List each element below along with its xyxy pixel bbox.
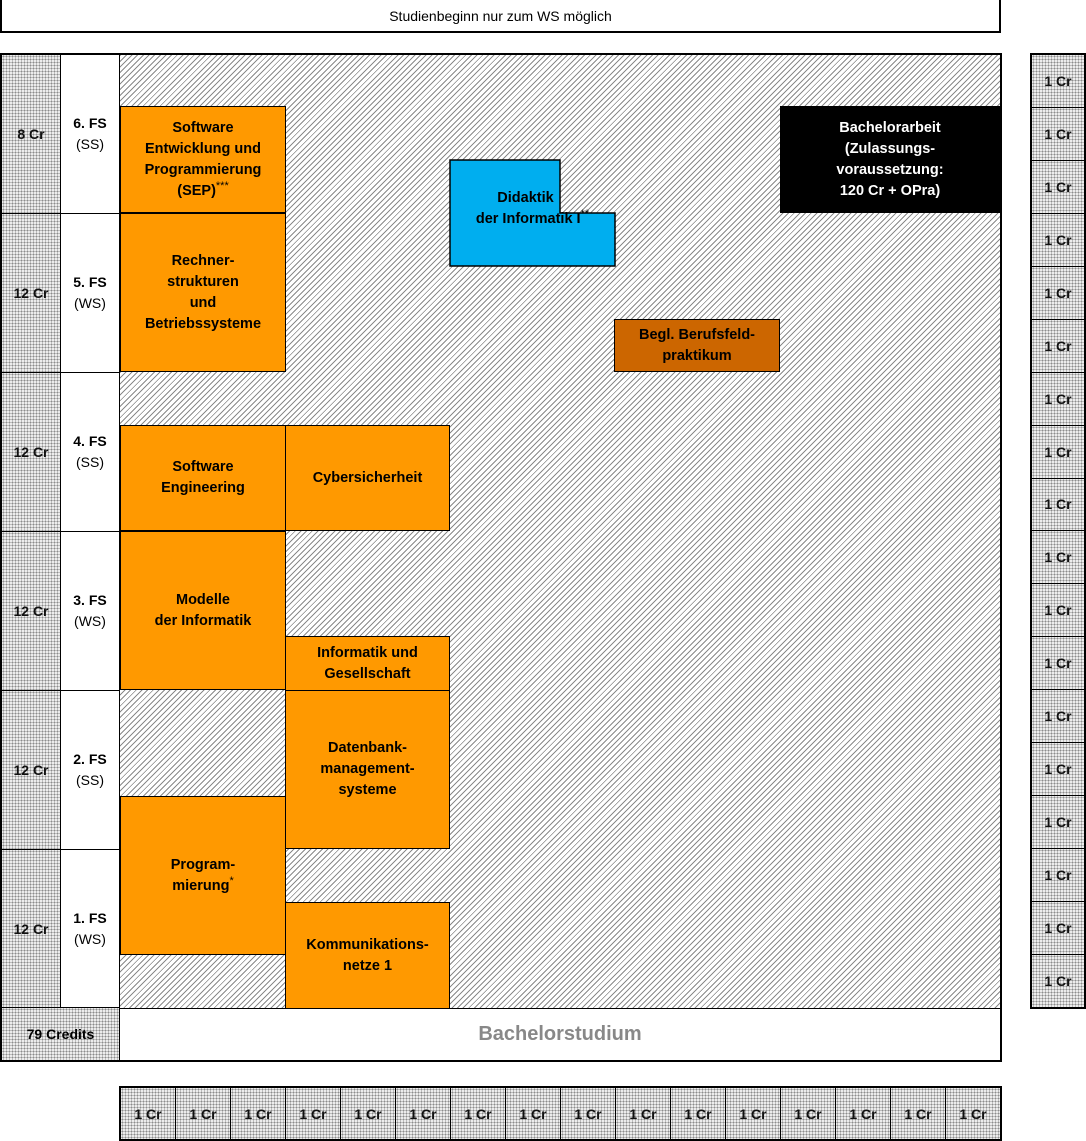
start-info-text: Studienbeginn nur zum WS möglich [389,7,612,24]
right-pool-cell: 1 Cr [1032,584,1084,637]
bottom-pool-cell: 1 Cr [121,1088,176,1139]
bottom-pool-cell: 1 Cr [616,1088,671,1139]
semester-4-label: 4. FS [73,433,107,449]
module-programmierung [120,796,286,955]
module-programmierung-label: Program- mierung [170,856,236,894]
start-info-banner [0,0,1001,33]
semester-2-label: 2. FS [73,751,107,767]
semester-1 [61,850,120,1008]
credits-semester-3: 12 Cr [2,532,61,691]
right-pool-cell: 1 Cr [1032,161,1084,214]
module-bachelorarbeit-label: Bachelorarbeit (Zulassungs- voraussetzung: 120 Cr + OPra) [836,119,944,199]
module-berufsfeldpraktikum [614,319,780,372]
module-didaktik-line1: Didaktik [497,190,554,206]
semester-5 [61,214,120,373]
semester-2-term: (SS) [76,772,104,788]
credits-semester-6: 8 Cr [2,55,61,214]
bottom-pool-cell: 1 Cr [396,1088,451,1139]
total-credits [2,1008,120,1060]
bottom-pool-cell: 1 Cr [561,1088,616,1139]
right-pool-cell: 1 Cr [1032,320,1084,373]
module-software-engineering [120,425,286,531]
module-datenbank-label: Datenbank- management- systeme [320,740,415,798]
right-pool-cell: 1 Cr [1032,637,1084,690]
bottom-pool-cell: 1 Cr [231,1088,286,1139]
module-kommunikationsnetze [285,902,450,1009]
right-pool-cell: 1 Cr [1032,108,1084,161]
semester-1-term: (WS) [74,930,106,947]
right-pool-cell: 1 Cr [1032,902,1084,955]
module-sep-footnote: *** [215,179,229,192]
right-pool-cell: 1 Cr [1032,55,1084,108]
semester-6 [61,55,120,214]
module-rechnerstrukturen-label: Rechner- strukturen und Betriebssysteme [144,252,262,332]
semester-6-label: 6. FS [73,115,107,131]
module-datenbank [285,690,450,849]
bottom-pool-cell: 1 Cr [891,1088,946,1139]
bottom-pool-cell: 1 Cr [726,1088,781,1139]
module-didaktik-line2: der Informatik I [475,211,581,227]
semester-4 [61,373,120,532]
module-modelle-label: Modelle der Informatik [154,591,252,629]
module-software-engineering-label: Software Engineering [161,459,245,496]
right-pool-cell: 1 Cr [1032,796,1084,849]
credits-semester-4: 12 Cr [2,373,61,532]
bottom-pool-cell: 1 Cr [671,1088,726,1139]
right-pool-cell: 1 Cr [1032,849,1084,902]
module-didaktik-footnote: ** [580,208,590,221]
program-label-text: Bachelorstudium [478,1023,642,1045]
semester-5-term: (WS) [74,295,106,311]
bottom-pool-cell: 1 Cr [946,1088,1000,1139]
credits-semester-5: 12 Cr [2,214,61,373]
module-sep [120,106,286,213]
bottom-pool-cell: 1 Cr [451,1088,506,1139]
module-modelle [120,531,286,690]
right-pool-cell: 1 Cr [1032,743,1084,796]
module-sep-label: Software Entwicklung und Programmierung (SEP) [144,119,262,199]
program-label [120,1008,1000,1060]
semester-4-term: (SS) [76,454,104,470]
module-cybersicherheit-label: Cybersicherheit [312,469,423,486]
semester-2 [61,691,120,850]
bottom-pool-cell: 1 Cr [286,1088,341,1139]
bottom-credit-pool [119,1086,1002,1141]
right-pool-cell: 1 Cr [1032,267,1084,320]
semester-1-label: 1. FS [73,909,107,926]
semester-3-term: (WS) [74,613,106,629]
total-credits-label: 79 Credits [26,1026,95,1042]
semester-3-label: 3. FS [73,592,107,608]
right-pool-cell: 1 Cr [1032,690,1084,743]
bottom-pool-cell: 1 Cr [341,1088,396,1139]
right-pool-cell: 1 Cr [1032,373,1084,426]
right-pool-cell: 1 Cr [1032,531,1084,584]
module-bachelorarbeit [780,106,1000,213]
right-credit-pool [1030,53,1086,1009]
right-pool-cell: 1 Cr [1032,955,1084,1007]
credits-semester-1: 12 Cr [2,850,61,1008]
module-informatik-gesellschaft [285,636,450,691]
module-informatik-gesellschaft-label: Informatik und Gesellschaft [317,644,418,682]
module-berufsfeldpraktikum-label: Begl. Berufsfeld- praktikum [638,326,755,364]
semester-3 [61,532,120,691]
module-programmierung-footnote: * [229,874,234,887]
bottom-pool-cell: 1 Cr [781,1088,836,1139]
module-didaktik [449,188,616,230]
semester-6-term: (SS) [76,136,104,152]
bottom-pool-cell: 1 Cr [176,1088,231,1139]
right-pool-cell: 1 Cr [1032,426,1084,479]
credits-semester-2: 12 Cr [2,691,61,850]
module-cybersicherheit [285,425,450,531]
module-rechnerstrukturen [120,213,286,372]
module-kommunikationsnetze-label: Kommunikations- netze 1 [306,936,429,974]
bottom-pool-cell: 1 Cr [506,1088,561,1139]
bottom-pool-cell: 1 Cr [836,1088,891,1139]
right-pool-cell: 1 Cr [1032,479,1084,532]
right-pool-cell: 1 Cr [1032,214,1084,267]
semester-5-label: 5. FS [73,274,107,290]
